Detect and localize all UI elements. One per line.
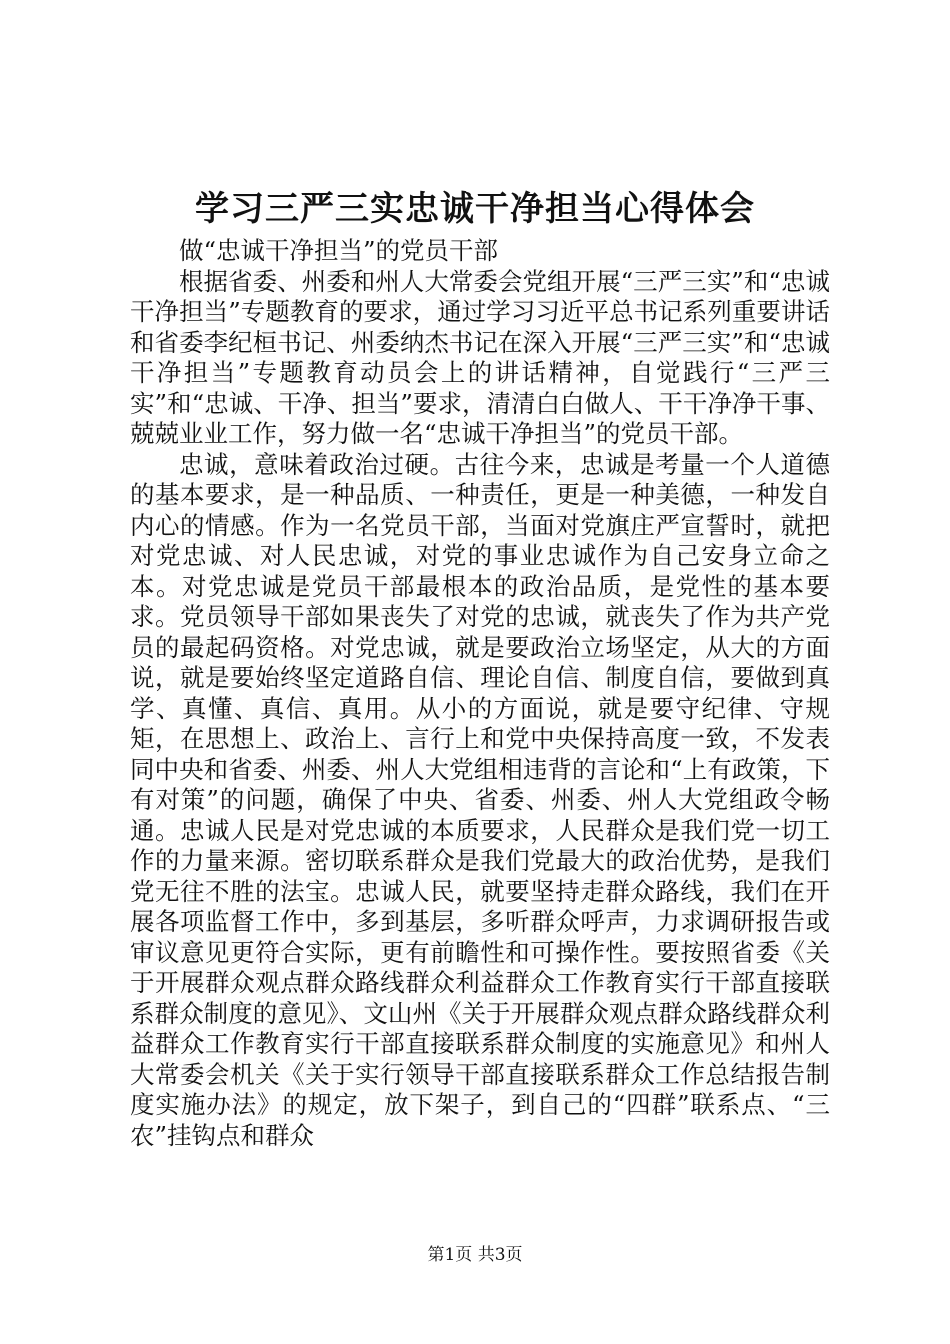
body-paragraph: 根据省委、州委和州人大常委会党组开展“三严三实”和“忠诚干净担当”专题教育的要求，通过学习习近平总书记系列重要讲话和省委李纪桓书记、州委纳杰书记在深入开展“三严三实”和“忠诚干净担当”专题教育动员会上的讲话精神，自觉践行“三严三实”和“忠诚、干净、担当”要求，清清白白做人、干干净净干事、兢兢业业工作，努力做一名“忠诚干净担当”的党员干部。 — [130, 266, 830, 448]
page-number-footer: 第1页 共3页 — [427, 1245, 523, 1265]
body-paragraph: 忠诚，意味着政治过硬。古往今来，忠诚是考量一个人道德的基本要求，是一种品质、一种责任，更是一种美德，一种发自内心的情感。作为一名党员干部，当面对党旗庄严宣誓时，就把对党忠诚、对人民忠诚，对党的事业忠诚作为自己安身立命之本。对党忠诚是党员干部最根本的政治品质，是党性的基本要求。党员领导干部如果丧失了对党的忠诚，就丧失了作为共产党员的最起码资格。对党忠诚，就是要政治立场坚定，从大的方面说，就是要始终坚定道路自信、理论自信、制度自信，要做到真学、真懂、真信、真用。从小的方面说，就是要守纪律、守规矩，在思想上、政治上、言行上和党中央保持高度一致，不发表同中央和省委、州委、州人大党组相违背的言论和“上有政策，下有对策”的问题，确保了中央、省委、州委、州人大党组政令畅通。忠诚人民是对党忠诚的本质要求，人民群众是我们党一切工作的力量来源。密切联系群众是我们党最大的政治优势，是我们党无往不胜的法宝。忠诚人民，就要坚持走群众路线，我们在开展各项监督工作中，多到基层，多听群众呼声，力求调研报告或审议意见更符合实际，更有前瞻性和可操作性。要按照省委《关于开展群众观点群众路线群众利益群众工作教育实行干部直接联系群众制度的意见》、文山州《关于开展群众观点群众路线群众利益群众工作教育实行干部直接联系群众制度的实施意见》和州人大常委会机关《关于实行领导干部直接联系群众工作总结报告制度实施办法》的规定，放下架子，到自己的“四群”联系点、“三农”挂钩点和群众 — [130, 449, 830, 1150]
document-title: 学习三严三实忠诚干净担当心得体会 — [195, 189, 755, 229]
subtitle-paragraph: 做“忠诚干净担当”的党员干部 — [179, 236, 499, 265]
document-body — [130, 236, 830, 1151]
